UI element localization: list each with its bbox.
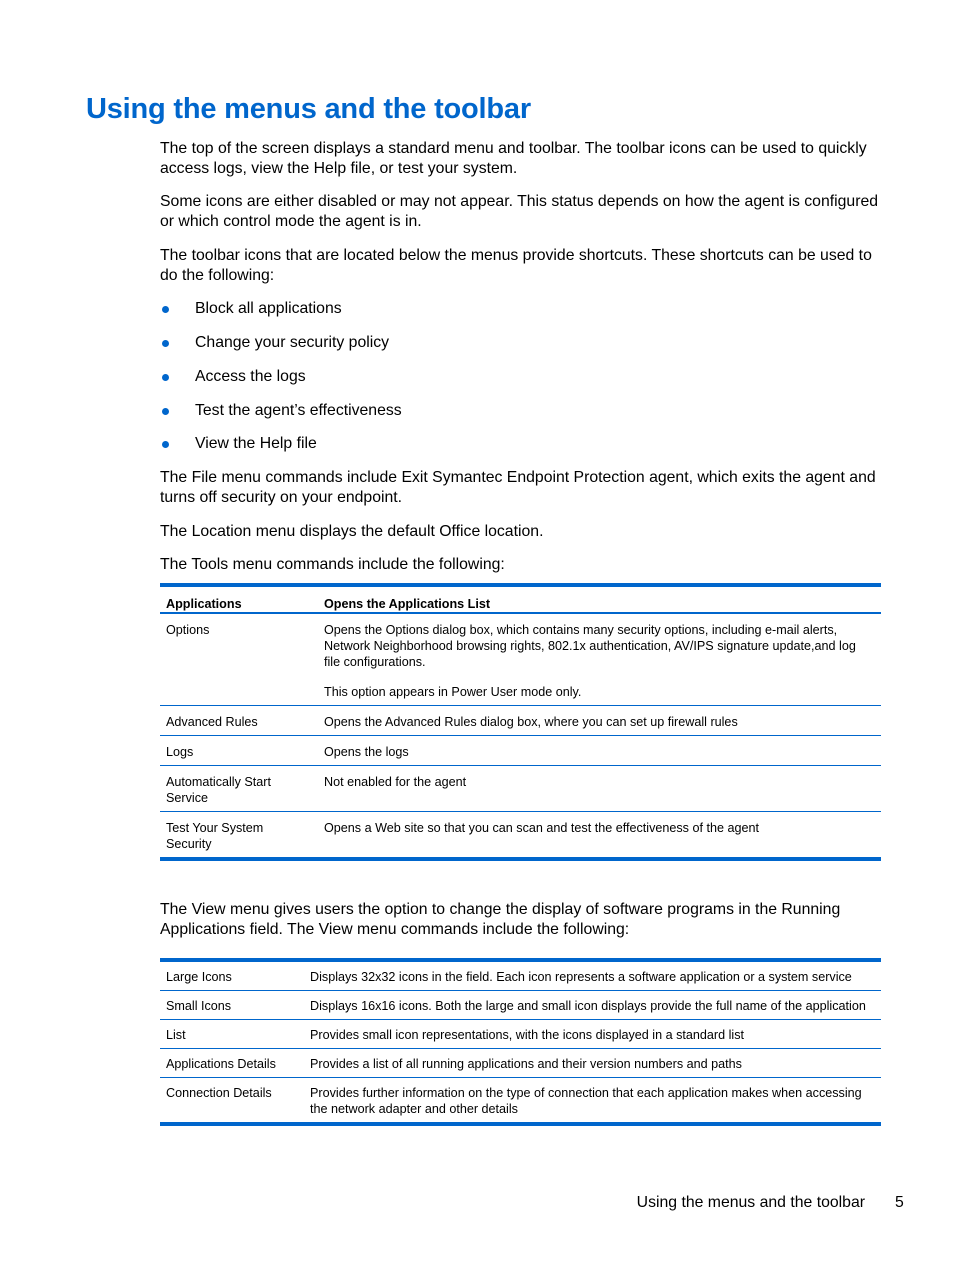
- bullet-icon: [162, 340, 169, 347]
- file-menu-paragraph: The File menu commands include Exit Symantec Endpoint Protection agent, which exits the agent and turns off security on your endpoint.: [160, 469, 876, 506]
- table-row: [160, 766, 881, 812]
- table-row: [160, 706, 881, 736]
- table-row: [160, 812, 881, 860]
- table-row: [160, 613, 881, 706]
- list-item: Access the logs: [160, 367, 882, 387]
- shortcut-list: [160, 299, 882, 454]
- command-name: Applications Details: [160, 1049, 304, 1078]
- command-name: Connection Details: [166, 1086, 272, 1101]
- table-row: [160, 736, 881, 766]
- table-row: [160, 991, 881, 1020]
- footer-title: Using the menus and the toolbar: [636, 1194, 865, 1211]
- command-description: Opens the logs: [318, 736, 881, 766]
- view-menu-paragraph: The View menu gives users the option to change the display of software programs in the Running Applications field. The View menu commands include the following:: [160, 901, 841, 938]
- bullet-icon: [162, 306, 169, 313]
- list-item: Block all applications: [160, 299, 882, 319]
- command-name: Large Icons: [160, 960, 304, 991]
- table-row: [160, 1049, 881, 1078]
- command-name: Options: [160, 613, 318, 706]
- list-item: Change your security policy: [160, 333, 882, 353]
- tools-menu-table: [160, 583, 881, 861]
- command-note: This option appears in Power User mode only.: [324, 685, 582, 700]
- command-description: Provides further information on the type of connection that each application makes when accessing the network adapter and other details: [310, 1086, 862, 1117]
- table-row: [160, 960, 881, 991]
- command-description: Displays 16x16 icons. Both the large and small icon displays provide the full name of the application: [304, 991, 881, 1020]
- tools-menu-paragraph: The Tools menu commands include the following:: [160, 556, 505, 574]
- command-description: Provides a list of all running applications and their version numbers and paths: [304, 1049, 881, 1078]
- table-header-cell: Opens the Applications List: [318, 585, 881, 613]
- view-menu-table: [160, 958, 881, 1126]
- icons-status-paragraph: Some icons are either disabled or may not appear. This status depends on how the agent is configured or which control mode the agent is in.: [160, 193, 879, 231]
- list-item: Test the agent’s effectiveness: [160, 401, 882, 421]
- command-name: Small Icons: [160, 991, 304, 1020]
- table-row: [160, 1078, 881, 1125]
- command-description: Not enabled for the agent: [318, 766, 881, 812]
- command-description: Opens the Advanced Rules dialog box, where you can set up firewall rules: [318, 706, 881, 736]
- command-description: Opens the Options dialog box, which contains many security options, including e-mail alerts, Network Neighborhood browsing rights, 802.1x authentication, AV/IPS signature update,and log file configurations. This option appears in Power User mode only.: [318, 613, 881, 706]
- command-name: Logs: [160, 736, 318, 766]
- command-description: Opens a Web site so that you can scan and test the effectiveness of the agent: [324, 821, 759, 836]
- page-number: 5: [895, 1194, 904, 1211]
- toolbar-shortcuts-paragraph: The toolbar icons that are located below the menus provide shortcuts. These shortcuts can be used to do the following:: [160, 246, 872, 284]
- bullet-icon: [162, 374, 169, 381]
- bullet-icon: [162, 408, 169, 415]
- table-header-row: [160, 585, 881, 613]
- list-item: View the Help file: [160, 434, 882, 454]
- command-name: Test Your System Security: [166, 821, 264, 852]
- page-title: Using the menus and the toolbar: [86, 93, 531, 125]
- command-name: Automatically Start Service: [160, 766, 318, 812]
- command-name: Advanced Rules: [160, 706, 318, 736]
- table-header-cell: Applications: [160, 585, 318, 613]
- command-description: Displays 32x32 icons in the field. Each icon represents a software application or a system service: [304, 960, 881, 991]
- command-name: List: [160, 1020, 304, 1049]
- bullet-icon: [162, 441, 169, 448]
- command-description: Provides small icon representations, with the icons displayed in a standard list: [304, 1020, 881, 1049]
- table-row: [160, 1020, 881, 1049]
- page-body: [160, 139, 882, 1126]
- intro-paragraph: The top of the screen displays a standard menu and toolbar. The toolbar icons can be used to quickly access logs, view the Help file, or test your system.: [160, 140, 867, 177]
- location-menu-paragraph: The Location menu displays the default Office location.: [160, 522, 544, 540]
